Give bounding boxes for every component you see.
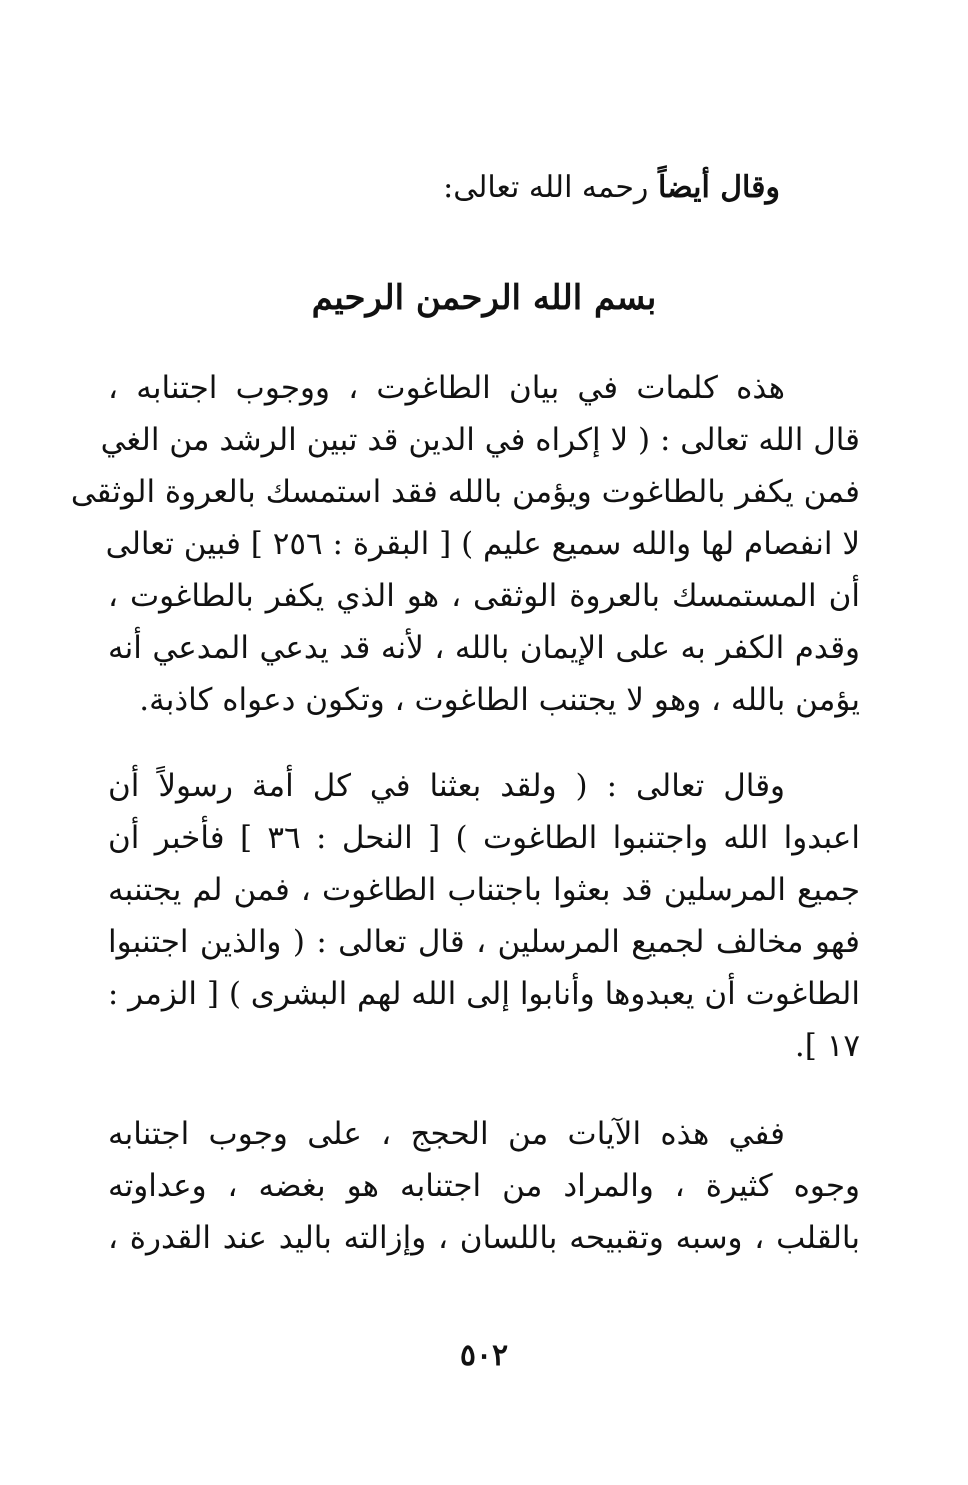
text-line: لا انفصام لها والله سميع عليم ) [ البقرة : ٢٥٦ ] فبين تعالى (105, 526, 860, 562)
paragraph-1 (70, 362, 860, 726)
text-line: اعبدوا الله واجتنبوا الطاغوت ) [ النحل : ٣٦ ] فأخبر أن (108, 820, 861, 856)
text-line: فهو مخالف لجميع المرسلين ، قال تعالى : ( والذين اجتنبوا (108, 924, 860, 960)
text-line: أن المستمسك بالعروة الوثقى ، هو الذي يكفر بالطاغوت ، (108, 578, 860, 614)
text-line: ففي هذه الآيات من الحجج ، على وجوب اجتنابه (108, 1116, 785, 1152)
text-line: يؤمن بالله ، وهو لا يجتنب الطاغوت ، وتكون دعواه كاذبة. (139, 682, 860, 718)
text-line: وجوه كثيرة ، والمراد من اجتنابه هو بغضه ، وعداوته (108, 1168, 860, 1204)
text-line: جميع المرسلين قد بعثوا باجتناب الطاغوت ، فمن لم يجتنبه (108, 872, 860, 908)
paragraph-3 (108, 1108, 860, 1264)
paragraph-2 (108, 760, 860, 1072)
text-line: ١٧ ]. (794, 1028, 860, 1064)
intro-line (443, 170, 780, 205)
text-line: فمن يكفر بالطاغوت ويؤمن بالله فقد استمسك بالعروة الوثقى (70, 474, 860, 510)
text-line: قال الله تعالى : ( لا إكراه في الدين قد تبين الرشد من الغي (100, 422, 860, 458)
text-line: وقال تعالى : ( ولقد بعثنا في كل أمة رسولاً أن (108, 768, 785, 804)
text-line: وقدم الكفر به على الإيمان بالله ، لأنه قد يدعي المدعي أنه (108, 630, 860, 666)
page-number: ٥٠٢ (459, 1338, 509, 1373)
text-line: الطاغوت أن يعبدوها وأنابوا إلى الله لهم البشرى ) [ الزمر : (107, 976, 860, 1012)
intro-bold: وقال أيضاً (657, 170, 780, 205)
intro-rest: رحمه الله تعالى: (443, 170, 658, 205)
text-line: هذه كلمات في بيان الطاغوت ، ووجوب اجتنابه ، (108, 370, 785, 406)
basmala-heading: بسم الله الرحمن الرحيم (311, 278, 657, 318)
text-line: بالقلب ، وسبه وتقبيحه باللسان ، وإزالته باليد عند القدرة ، (108, 1220, 860, 1256)
